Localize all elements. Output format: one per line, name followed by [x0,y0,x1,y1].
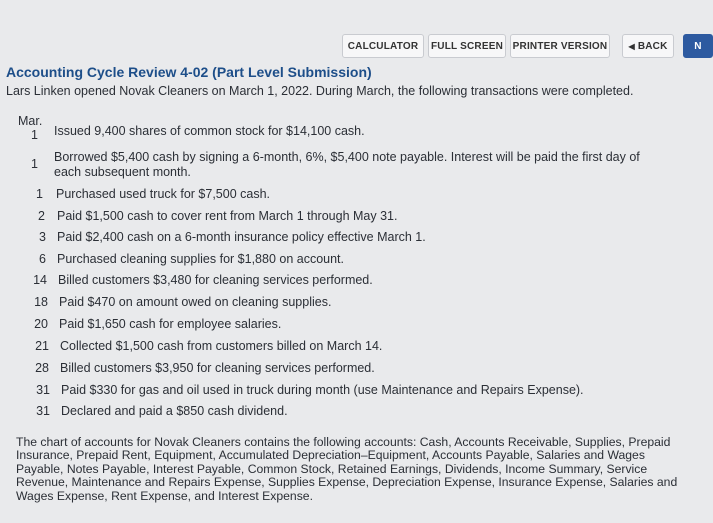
transaction-text: Paid $330 for gas and oil used in truck during month (use Maintenance and Repairs Expense). [61,383,584,397]
transaction-text: Paid $1,500 cash to cover rent from March 1 through May 31. [57,209,398,223]
back-arrow-icon: ◀ [628,41,635,51]
transaction-text: Paid $1,650 cash for employee salaries. [59,317,282,331]
transaction-day: 1 [36,187,43,201]
transaction-day: 1 [31,157,38,171]
transaction-text: Purchased cleaning supplies for $1,880 on account. [57,252,344,266]
chart-of-accounts-text: The chart of accounts for Novak Cleaners contains the following accounts: Cash, Accounts Receivable, Supplies, Prepaid Insurance, Prepaid Rent, Equipment, Accumulated Depreciation–Equipment, Accounts Payable, Salaries and Wages Payable, Notes Payable, Interest Payable, Common Stock, Retained Earnings, Dividends, Income Summary, Service Revenue, Maintenance and Repairs Expense, Supplies Expense, Depreciation Expense, Insurance Expense, Salaries and Wages Expense, Rent Expense, and Interest Expense. [16,435,678,503]
transaction-day: 20 [34,317,48,331]
transaction-text: Paid $470 on amount owed on cleaning supplies. [59,295,332,309]
toolbar [332,30,700,62]
transaction-text: Purchased used truck for $7,500 cash. [56,187,271,201]
next-button[interactable]: N [683,34,713,58]
transaction-day: 2 [38,209,45,223]
transaction-day: 18 [34,295,48,309]
full-screen-button[interactable]: FULL SCREEN [428,34,506,58]
transaction-text: Declared and paid a $850 cash dividend. [61,404,288,418]
page-title: Accounting Cycle Review 4-02 (Part Level Submission) [6,64,372,80]
transaction-day: 1 [31,128,38,142]
month-label: Mar. [18,114,43,128]
transaction-day: 6 [39,252,46,266]
problem-intro: Lars Linken opened Novak Cleaners on March 1, 2022. During March, the following transactions were completed. [6,84,634,98]
printer-version-button[interactable]: PRINTER VERSION [510,34,610,58]
transaction-text: Paid $2,400 cash on a 6-month insurance policy effective March 1. [57,230,426,244]
transaction-day: 28 [35,361,49,375]
transaction-text-continued: each subsequent month. [54,165,191,179]
transaction-day: 14 [33,273,47,287]
transaction-text: Collected $1,500 cash from customers billed on March 14. [60,339,383,353]
transaction-day: 21 [35,339,49,353]
transaction-day: 3 [39,230,46,244]
back-button-label: BACK [637,40,668,52]
transaction-day: 31 [36,383,50,397]
transaction-text: Billed customers $3,950 for cleaning services performed. [60,361,375,375]
calculator-button[interactable]: CALCULATOR [342,34,424,58]
transaction-text: Issued 9,400 shares of common stock for $14,100 cash. [54,124,365,138]
transaction-text: Borrowed $5,400 cash by signing a 6-month, 6%, $5,400 note payable. Interest will be paid the first day of [54,150,640,164]
transaction-text: Billed customers $3,480 for cleaning services performed. [58,273,373,287]
back-button[interactable] [622,34,674,58]
transaction-day: 31 [36,404,50,418]
